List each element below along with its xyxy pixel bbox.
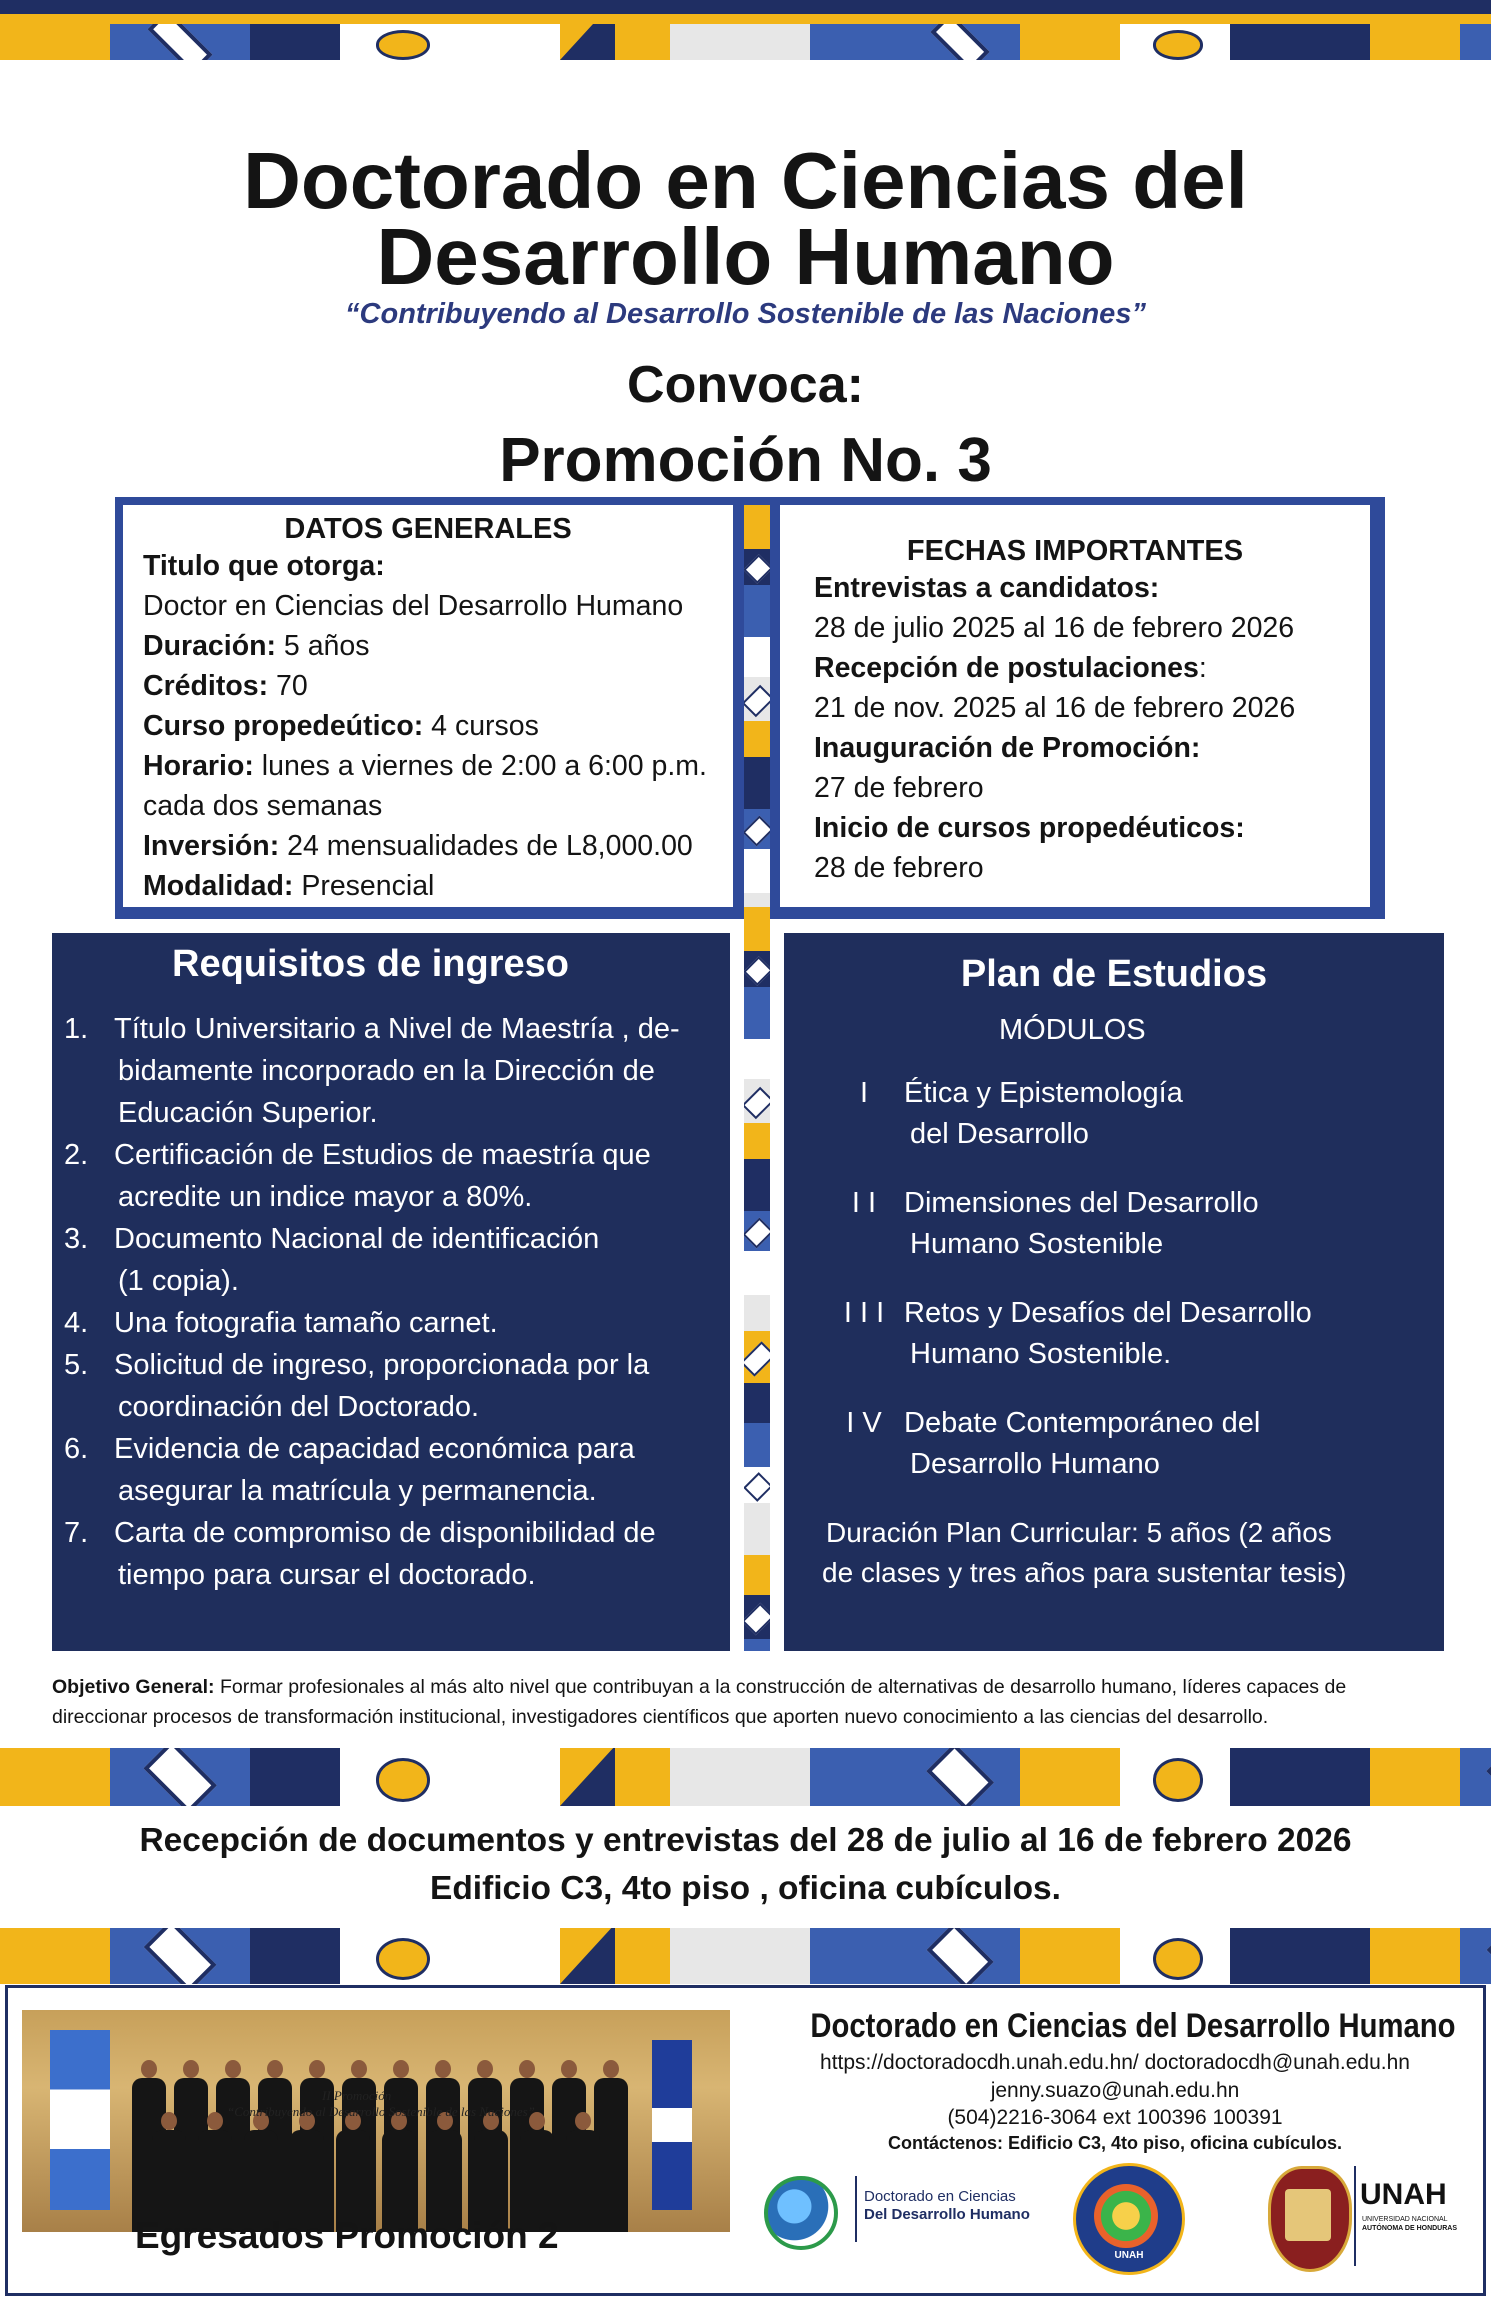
pattern-tile	[744, 585, 770, 637]
pattern-tile	[1460, 24, 1491, 60]
requisito-item	[64, 1008, 720, 1134]
requisito-line: Una fotografia tamaño carnet.	[114, 1307, 498, 1339]
page-title-line1: Doctorado en Ciencias del	[243, 136, 1248, 225]
pattern-tile	[1120, 1928, 1230, 1984]
person-figure	[244, 2112, 278, 2232]
leaf-motif	[1153, 1758, 1203, 1801]
diamond-motif	[930, 24, 990, 60]
requisito-number: 2.	[64, 1139, 89, 1171]
requisito-line: Documento Nacional de identificación	[114, 1223, 600, 1255]
modulo-number: I I	[851, 1187, 877, 1219]
pattern-tile	[1230, 1748, 1370, 1806]
diamond-motif	[926, 1748, 994, 1806]
group-of-people	[122, 2050, 642, 2232]
triangle-motif	[560, 1748, 615, 1806]
modulos-label: MÓDULOS	[999, 1014, 1146, 1046]
requisito-text	[114, 1428, 635, 1512]
website-link[interactable]: https://doctoradocdh.unah.edu.hn/ doctoradocdh@unah.edu.hn	[820, 2051, 1410, 2074]
egresados-label: Egresados Promoción 2	[135, 2215, 559, 2256]
modulo-number: I V	[846, 1407, 882, 1439]
plan-heading: Plan de Estudios	[960, 953, 1268, 995]
pattern-tile	[810, 1928, 900, 1984]
pattern-tile	[744, 1039, 770, 1079]
inauguracion-label: Inauguración de Promoción:	[814, 732, 1201, 764]
pattern-tile	[810, 24, 900, 60]
graduates-photo	[22, 2010, 730, 2232]
recepcion-label: Recepción de postulaciones	[814, 652, 1199, 684]
pattern-tile	[744, 1211, 770, 1251]
person-head	[393, 2060, 409, 2078]
unah-sub2: AUTÓNOMA DE HONDURAS	[1362, 2225, 1458, 2232]
requisito-number: 3.	[64, 1223, 89, 1255]
diamond-motif	[744, 956, 770, 986]
pattern-tile	[1020, 1928, 1120, 1984]
leaf-motif	[376, 30, 430, 59]
pattern-tile	[744, 549, 770, 585]
pattern-tile	[810, 1748, 900, 1806]
doctorado-logo-line1: Doctorado en Ciencias	[864, 2188, 1016, 2205]
diamond-motif	[744, 1217, 770, 1248]
pattern-tile	[744, 1423, 770, 1467]
pattern-tile	[250, 1748, 340, 1806]
pattern-tile	[744, 505, 770, 549]
entrevistas-value: 28 de julio 2025 al 16 de febrero 2026	[814, 612, 1295, 644]
requisito-line: tiempo para cursar el doctorado.	[118, 1559, 536, 1591]
modulos-list	[784, 1073, 1444, 1485]
modulo-item	[824, 1183, 1444, 1265]
person-head	[183, 2060, 199, 2078]
requisito-text	[114, 1008, 680, 1134]
horario-value: lunes a viernes de 2:00 a 6:00 p.m.	[253, 750, 707, 782]
requisito-item	[64, 1512, 720, 1596]
objetivo-label: Objetivo General:	[52, 1676, 215, 1698]
requisito-text	[114, 1302, 498, 1344]
modulo-number: I	[859, 1077, 869, 1109]
pattern-tile	[110, 1748, 250, 1806]
pattern-tile	[460, 1928, 560, 1984]
pattern-tile	[900, 24, 1020, 60]
pattern-tile	[0, 24, 110, 60]
requisito-text	[114, 1512, 656, 1596]
person-figure	[336, 2112, 370, 2232]
curso-label: Curso propedeútico:	[143, 710, 424, 742]
pattern-tile	[744, 757, 770, 809]
doctorado-logo-line2: Del Desarrollo Humano	[864, 2206, 1030, 2223]
diamond-motif	[744, 1341, 770, 1376]
pattern-tile	[744, 1079, 770, 1123]
pattern-tile	[744, 721, 770, 757]
leaf-motif	[1153, 1938, 1203, 1980]
creditos-label: Créditos:	[143, 670, 269, 702]
pattern-tile	[560, 1928, 670, 1984]
promocion-heading: Promoción No. 3	[499, 426, 992, 495]
requisito-line: Título Universitario a Nivel de Maestría , de-	[114, 1013, 680, 1045]
program-title-footer: Doctorado en Ciencias del Desarrollo Humano	[810, 2007, 1456, 2045]
requisito-number: 1.	[64, 1013, 89, 1045]
creditos-value: 70	[268, 670, 308, 702]
pattern-tile	[744, 907, 770, 951]
unah-shield-icon	[1268, 2166, 1352, 2272]
requisito-item	[64, 1428, 720, 1512]
pattern-tile	[744, 951, 770, 987]
vertical-pattern-strip-lower	[744, 907, 770, 1651]
pattern-tile	[1020, 1748, 1120, 1806]
pattern-tile	[460, 24, 560, 60]
pattern-tile	[744, 1503, 770, 1555]
requisito-number: 5.	[64, 1349, 89, 1381]
plan-box	[784, 933, 1444, 1651]
horario-value2: cada dos semanas	[143, 790, 383, 822]
pattern-tile	[744, 1331, 770, 1383]
tagline: “Contribuyendo al Desarrollo Sostenible de las Naciones”	[345, 298, 1146, 330]
person-figure	[474, 2112, 508, 2232]
requisito-line: bidamente incorporado en la Dirección de	[118, 1055, 655, 1087]
person-figure	[382, 2112, 416, 2232]
middle-pattern-band	[0, 1748, 1491, 1806]
person-head	[161, 2112, 177, 2130]
requisito-line: Carta de compromiso de disponibilidad de	[114, 1517, 656, 1549]
recepcion-value: 21 de nov. 2025 al 16 de febrero 2026	[814, 692, 1296, 724]
modulo-title-line2: Humano Sostenible	[910, 1228, 1164, 1260]
pattern-tile	[670, 24, 810, 60]
pattern-tile	[250, 24, 340, 60]
person-figure	[520, 2112, 554, 2232]
datos-generales-box	[123, 505, 733, 907]
modulo-item	[824, 1403, 1444, 1485]
modulo-title-line1: Retos y Desafíos del Desarrollo	[904, 1297, 1312, 1329]
lower-pattern-band	[0, 1928, 1491, 1984]
pattern-tile	[744, 1555, 770, 1595]
leaf-motif	[376, 1758, 430, 1801]
titulo-label: Titulo que otorga:	[143, 550, 385, 582]
requisito-line: (1 copia).	[118, 1265, 239, 1297]
inicio-value: 28 de febrero	[814, 852, 984, 884]
requisito-number: 6.	[64, 1433, 89, 1465]
objetivo-general	[52, 1672, 1442, 1732]
requisito-line: Solicitud de ingreso, proporcionada por la	[114, 1349, 650, 1381]
requisito-text	[114, 1218, 599, 1302]
pattern-tile	[1230, 24, 1370, 60]
diamond-motif	[147, 24, 212, 60]
diamond-motif	[744, 554, 770, 584]
email-link[interactable]: jenny.suazo@unah.edu.hn	[990, 2079, 1240, 2102]
modulo-title-line2: del Desarrollo	[910, 1118, 1089, 1150]
requisito-text	[114, 1134, 651, 1218]
pattern-tile	[1460, 1928, 1491, 1984]
diamond-motif	[143, 1748, 217, 1806]
person-head	[309, 2060, 325, 2078]
pattern-tile	[340, 1748, 460, 1806]
pattern-tile	[250, 1928, 340, 1984]
modulo-item	[824, 1073, 1444, 1155]
facultad-seal-icon	[1073, 2163, 1185, 2275]
duracion-label: Duración:	[143, 630, 277, 662]
diamond-motif	[744, 1087, 770, 1120]
pattern-tile	[0, 1928, 110, 1984]
pattern-tile	[1370, 1928, 1460, 1984]
pattern-tile	[0, 1748, 110, 1806]
top-stripe-navy	[0, 0, 1491, 14]
photo-caption-1: II Promoción	[322, 2088, 392, 2103]
entrevistas-label: Entrevistas a candidatos:	[814, 572, 1160, 604]
inversion-label: Inversión:	[143, 830, 280, 862]
objetivo-text: Formar profesionales al más alto nivel que contribuyan a la construcción de alternativas de desarrollo humano, líderes capaces de direccionar procesos de transformación institucional, investigadores científicos que aporten nuevo conocimiento a las ciencias del desarrollo.	[52, 1676, 1347, 1728]
requisito-line: coordinación del Doctorado.	[118, 1391, 480, 1423]
person-head	[477, 2060, 493, 2078]
top-stripe-yellow	[0, 14, 1491, 24]
pattern-tile	[744, 893, 770, 907]
pattern-tile	[1230, 1928, 1370, 1984]
diamond-motif	[744, 815, 770, 846]
pattern-tile	[744, 1595, 770, 1639]
horario-label: Horario:	[143, 750, 254, 782]
requisito-item	[64, 1218, 720, 1302]
requisito-line: asegurar la matrícula y permanencia.	[118, 1475, 597, 1507]
pattern-tile	[1370, 1748, 1460, 1806]
pattern-tile	[110, 24, 250, 60]
person-figure	[198, 2112, 232, 2232]
titulo-value: Doctor en Ciencias del Desarrollo Humano	[143, 590, 684, 622]
person-head	[351, 2060, 367, 2078]
inauguracion-value: 27 de febrero	[814, 772, 984, 804]
requisito-line: acredite un indice mayor a 80%.	[118, 1181, 533, 1213]
diamond-motif	[744, 685, 770, 718]
duracion-value: 5 años	[276, 630, 370, 662]
person-figure	[290, 2112, 324, 2232]
unah-wordmark: UNAH	[1360, 2178, 1447, 2211]
modulo-title-line2: Desarrollo Humano	[910, 1448, 1160, 1480]
pattern-tile	[670, 1928, 810, 1984]
fechas-heading: FECHAS IMPORTANTES	[906, 535, 1244, 567]
person-head	[603, 2060, 619, 2078]
pattern-tile	[900, 1748, 1020, 1806]
diamond-motif	[744, 1603, 770, 1636]
pattern-tile	[340, 1928, 460, 1984]
requisito-item	[64, 1134, 720, 1218]
person-head	[207, 2112, 223, 2130]
triangle-motif	[560, 1928, 615, 1984]
leaf-motif	[1153, 30, 1203, 59]
requisitos-box	[52, 933, 730, 1651]
pattern-tile	[744, 637, 770, 677]
pattern-tile	[560, 24, 670, 60]
pattern-tile	[900, 1928, 1020, 1984]
pattern-tile	[744, 1467, 770, 1503]
globe-icon	[764, 2176, 838, 2250]
diamond-motif	[1486, 1748, 1491, 1806]
pattern-tile	[744, 1639, 770, 1651]
pattern-tile	[744, 1251, 770, 1295]
triangle-motif	[560, 24, 615, 60]
leaf-motif	[376, 1938, 430, 1980]
pattern-tile	[1460, 1748, 1491, 1806]
facultad-seal-text: UNAH	[1114, 2250, 1144, 2261]
inicio-label: Inicio de cursos propedéuticos:	[814, 812, 1245, 844]
modulo-title-line1: Debate Contemporáneo del	[904, 1407, 1261, 1439]
diamond-motif	[926, 1928, 993, 1984]
pattern-tile	[744, 809, 770, 849]
pattern-tile	[110, 1928, 250, 1984]
requisito-number: 7.	[64, 1517, 89, 1549]
diamond-motif	[1486, 1928, 1491, 1984]
pattern-tile	[670, 1748, 810, 1806]
requisito-line: Certificación de Estudios de maestría que	[114, 1139, 651, 1171]
pattern-tile	[744, 677, 770, 721]
person-figure	[566, 2112, 600, 2232]
convoca-heading: Convoca:	[627, 356, 864, 414]
requisito-text	[114, 1344, 649, 1428]
pattern-tile	[744, 1159, 770, 1211]
pattern-tile	[1120, 1748, 1230, 1806]
pattern-tile	[744, 1295, 770, 1331]
requisito-item	[64, 1344, 720, 1428]
person-head	[519, 2060, 535, 2078]
person-head	[141, 2060, 157, 2078]
pattern-tile	[744, 987, 770, 1039]
pattern-tile	[340, 24, 460, 60]
phone-number: (504)2216-3064 ext 100396 100391	[947, 2106, 1283, 2129]
photo-caption-2: “Contribuyendo al Desarrollo Sostenible de las Naciones”	[227, 2104, 535, 2119]
person-head	[561, 2060, 577, 2078]
recepcion-colon: :	[1198, 652, 1207, 684]
recepcion-line1: Recepción de documentos y entrevistas del 28 de julio al 16 de febrero 2026	[139, 1822, 1352, 1859]
modalidad-label: Modalidad:	[143, 870, 294, 902]
fechas-box	[780, 505, 1370, 907]
person-head	[435, 2060, 451, 2078]
requisito-number: 4.	[64, 1307, 89, 1339]
person-body	[566, 2130, 600, 2232]
pattern-tile	[1370, 24, 1460, 60]
pattern-tile	[744, 1123, 770, 1159]
requisitos-list	[52, 986, 730, 1596]
curso-value: 4 cursos	[423, 710, 539, 742]
banner-flag-icon	[652, 2040, 692, 2210]
person-head	[575, 2112, 591, 2130]
duracion-plan-line1: Duración Plan Curricular: 5 años (2 años	[826, 1517, 1332, 1548]
unah-sub1: UNIVERSIDAD NACIONAL	[1362, 2216, 1448, 2223]
pattern-tile	[744, 1383, 770, 1423]
page-title-line2: Desarrollo Humano	[376, 212, 1115, 301]
modulo-item	[824, 1293, 1444, 1375]
modulo-title-line1: Ética y Epistemología	[904, 1077, 1183, 1109]
pattern-tile	[1120, 24, 1230, 60]
recepcion-line2: Edificio C3, 4to piso , oficina cubículos.	[429, 1870, 1061, 1907]
person-figure	[152, 2112, 186, 2232]
requisito-line: Educación Superior.	[118, 1097, 378, 1129]
vertical-pattern-strip-upper	[744, 505, 770, 907]
inversion-value: 24 mensualidades de L8,000.00	[279, 830, 693, 862]
modulo-title-line2: Humano Sostenible.	[910, 1338, 1172, 1370]
duracion-plan-line2: de clases y tres años para sustentar tesis)	[822, 1557, 1347, 1588]
honduras-flag-icon	[50, 2030, 110, 2210]
modalidad-value: Presencial	[293, 870, 435, 902]
modulo-number: I I I	[843, 1297, 885, 1329]
diamond-motif	[143, 1928, 216, 1984]
pattern-tile	[560, 1748, 670, 1806]
requisito-item	[64, 1302, 720, 1344]
pattern-tile	[1020, 24, 1120, 60]
modulo-title-line1: Dimensiones del Desarrollo	[904, 1187, 1259, 1219]
datos-generales-heading: DATOS GENERALES	[284, 513, 572, 545]
top-pattern-band	[0, 24, 1491, 60]
pattern-tile	[744, 849, 770, 893]
requisito-line: Evidencia de capacidad económica para	[114, 1433, 635, 1465]
person-head	[225, 2060, 241, 2078]
doctorado-logo	[760, 2172, 1060, 2252]
contact-address: Contáctenos: Edificio C3, 4to piso, oficina cubículos.	[887, 2133, 1343, 2153]
person-figure	[428, 2112, 462, 2232]
requisitos-heading: Requisitos de ingreso	[172, 943, 569, 985]
diamond-motif	[744, 1472, 770, 1502]
person-head	[267, 2060, 283, 2078]
pattern-tile	[460, 1748, 560, 1806]
